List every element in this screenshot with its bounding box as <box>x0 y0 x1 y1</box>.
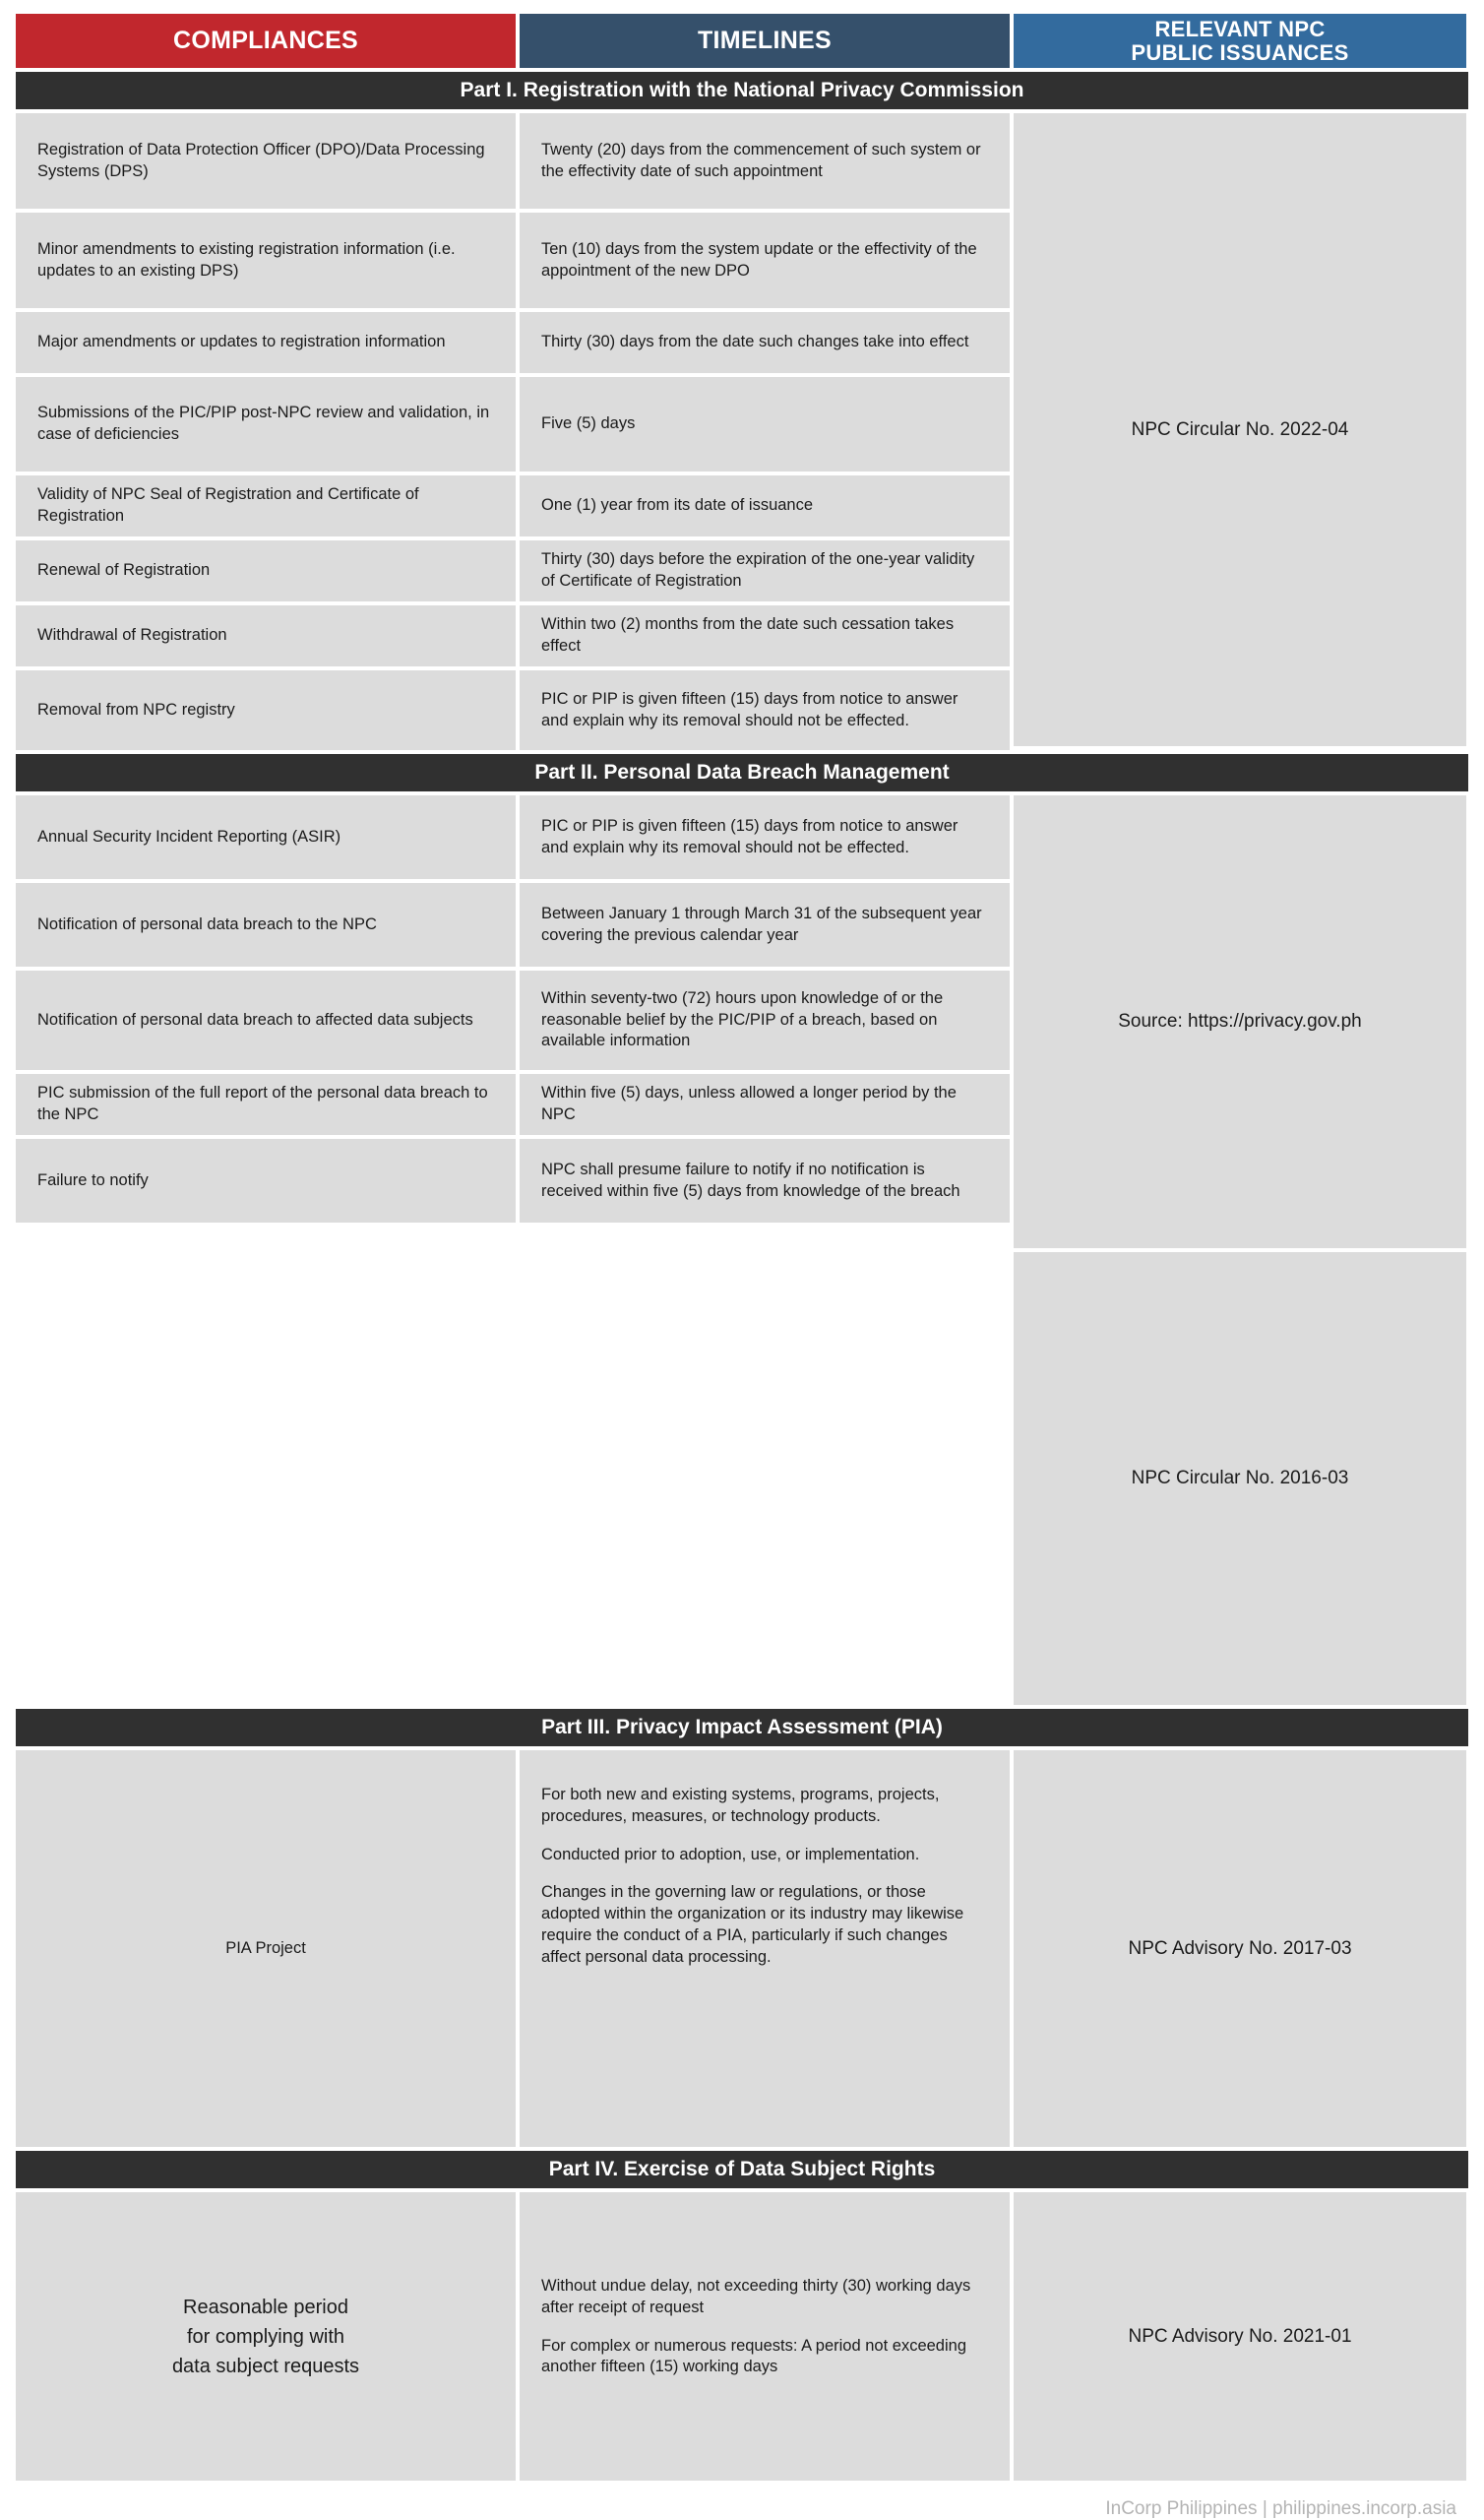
table-row <box>16 475 1010 536</box>
footer-credit: InCorp Philippines | philippines.incorp.asia <box>1105 2498 1456 2519</box>
compliance-cell: Notification of personal data breach to the NPC <box>16 883 516 967</box>
compliance-cell: Withdrawal of Registration <box>16 605 516 666</box>
timeline-cell: Within five (5) days, unless allowed a longer period by the NPC <box>520 1074 1010 1135</box>
column-header-issuances-line1: RELEVANT NPC <box>1154 16 1326 41</box>
timeline-cell: Within seventy-two (72) hours upon knowledge of or the reasonable belief by the PIC/PIP of a breach, based on available information <box>520 971 1010 1070</box>
section-banner-part-1: Part I. Registration with the National Privacy Commission <box>16 72 1468 109</box>
timeline-cell: Twenty (20) days from the commencement of such system or the effectivity date of such appointment <box>520 113 1010 209</box>
timeline-paragraph: Conducted prior to adoption, use, or implementation. <box>541 1845 920 1863</box>
column-header-issuances-label <box>1131 18 1348 65</box>
table-row <box>16 312 1010 373</box>
compliance-cell: Submissions of the PIC/PIP post-NPC review and validation, in case of deficiencies <box>16 377 516 472</box>
compliance-cell: Registration of Data Protection Officer (DPO)/Data Processing Systems (DPS) <box>16 113 516 209</box>
table-row <box>16 213 1010 308</box>
compliance-cell: Annual Security Incident Reporting (ASIR) <box>16 795 516 879</box>
section-banner-part-2: Part II. Personal Data Breach Management <box>16 754 1468 791</box>
compliance-cell: Notification of personal data breach to affected data subjects <box>16 971 516 1070</box>
compliance-cell <box>16 2192 516 2481</box>
compliance-cell: Validity of NPC Seal of Registration and Certificate of Registration <box>16 475 516 536</box>
table-header-row <box>16 14 1468 68</box>
compliance-cell: Renewal of Registration <box>16 540 516 601</box>
compliance-cell: Major amendments or updates to registration information <box>16 312 516 373</box>
compliance-cell: PIA Project <box>16 1750 516 2147</box>
timeline-cell: Thirty (30) days from the date such changes take into effect <box>520 312 1010 373</box>
timeline-cell: Ten (10) days from the system update or the effectivity of the appointment of the new DPO <box>520 213 1010 308</box>
compliance-cell: Minor amendments to existing registration information (i.e. updates to an existing DPS) <box>16 213 516 308</box>
table-row <box>16 1750 1010 2147</box>
section-body-part-1 <box>16 113 1468 750</box>
section-banner-part-4: Part IV. Exercise of Data Subject Rights <box>16 2151 1468 2188</box>
table-row <box>16 113 1010 209</box>
compliance-cell: Removal from NPC registry <box>16 670 516 750</box>
table-row <box>16 1139 1010 1223</box>
table-row <box>16 605 1010 666</box>
timeline-cell: Within two (2) months from the date such cessation takes effect <box>520 605 1010 666</box>
section-banner-part-3: Part III. Privacy Impact Assessment (PIA) <box>16 1709 1468 1746</box>
issuance-cell: NPC Circular No. 2016-03 <box>1014 1252 1466 1705</box>
timeline-paragraph: Changes in the governing law or regulations, or those adopted within the organization or its industry may likewise require the conduct of a PIA, particularly if such changes affect personal data processing. <box>541 1883 964 1966</box>
timeline-cell <box>520 2192 1010 2481</box>
issuance-cell: Source: https://privacy.gov.ph <box>1014 795 1466 1248</box>
column-header-timelines <box>520 14 1010 68</box>
compliance-line: for complying with <box>186 2325 345 2348</box>
timeline-paragraph: For both new and existing systems, programs, projects, procedures, measures, or technology products. <box>541 1786 940 1825</box>
issuance-cell: NPC Advisory No. 2021-01 <box>1014 2192 1466 2481</box>
table-row <box>16 883 1010 967</box>
table-row <box>16 1074 1010 1135</box>
section-body-part-4 <box>16 2192 1468 2481</box>
section-body-part-2 <box>16 795 1468 1705</box>
compliance-line: Reasonable period <box>183 2296 348 2318</box>
column-header-compliances-label: COMPLIANCES <box>172 27 359 54</box>
timeline-cell: NPC shall presume failure to notify if no notification is received within five (5) days from knowledge of the breach <box>520 1139 1010 1223</box>
timeline-paragraph: For complex or numerous requests: A period not exceeding another fifteen (15) working days <box>541 2336 966 2376</box>
timeline-cell: One (1) year from its date of issuance <box>520 475 1010 536</box>
column-header-timelines-label: TIMELINES <box>697 27 833 54</box>
issuance-cell: NPC Advisory No. 2017-03 <box>1014 1750 1466 2147</box>
compliance-cell: Failure to notify <box>16 1139 516 1223</box>
table-row <box>16 540 1010 601</box>
compliance-cell: PIC submission of the full report of the personal data breach to the NPC <box>16 1074 516 1135</box>
timeline-cell: Between January 1 through March 31 of the subsequent year covering the previous calendar year <box>520 883 1010 967</box>
compliance-label <box>172 2293 359 2381</box>
table-row <box>16 2192 1010 2481</box>
table-row <box>16 795 1010 879</box>
section-body-part-3 <box>16 1750 1468 2147</box>
column-header-issuances-line2: PUBLIC ISSUANCES <box>1131 39 1349 65</box>
table-row <box>16 971 1010 1070</box>
timeline-cell: PIC or PIP is given fifteen (15) days from notice to answer and explain why its removal should not be effected. <box>520 670 1010 750</box>
issuance-cell: NPC Circular No. 2022-04 <box>1014 113 1466 746</box>
timeline-cell: PIC or PIP is given fifteen (15) days from notice to answer and explain why its removal should not be effected. <box>520 795 1010 879</box>
timeline-paragraph: Without undue delay, not exceeding thirty (30) working days after receipt of request <box>541 2277 971 2316</box>
timeline-cell <box>520 1750 1010 2147</box>
table-row <box>16 670 1010 750</box>
table-row <box>16 377 1010 472</box>
timeline-cell: Five (5) days <box>520 377 1010 472</box>
column-header-compliances <box>16 14 516 68</box>
compliance-line: data subject requests <box>171 2355 360 2377</box>
column-header-issuances <box>1014 14 1466 68</box>
timeline-cell: Thirty (30) days before the expiration of the one-year validity of Certificate of Registration <box>520 540 1010 601</box>
